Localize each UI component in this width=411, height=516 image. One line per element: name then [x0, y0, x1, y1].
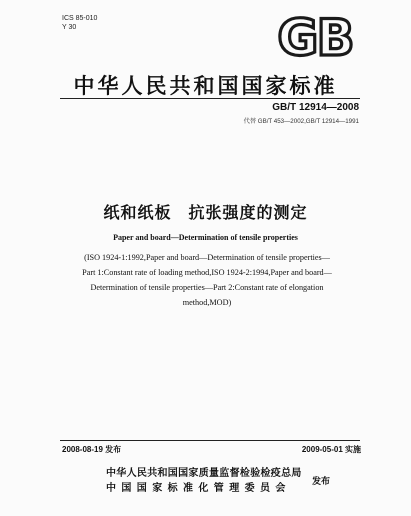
- bottom-divider: [60, 440, 360, 441]
- replaces-note: 代替 GB/T 453—2002,GB/T 12914—1991: [243, 118, 359, 125]
- title-english: Paper and board—Determination of tensile properties: [113, 233, 298, 242]
- issuing-authorities: [106, 466, 302, 496]
- ccs-code: Y 30: [62, 24, 77, 31]
- implementation-date: 2009-05-01 实施: [301, 445, 361, 454]
- title-chinese: 纸和纸板 抗张强度的测定: [103, 203, 308, 222]
- gb-logo: [272, 11, 358, 63]
- adoption-line: method,MOD): [182, 298, 232, 307]
- classification-codes: [62, 14, 97, 32]
- issue-date: 2008-08-19 发布: [62, 445, 122, 454]
- standard-code: GB/T 12914—2008: [272, 102, 359, 113]
- gb-logo-text: GB: [277, 11, 353, 63]
- adoption-line: Determination of tensile properties—Part 2:Constant rate of elongation: [90, 283, 324, 292]
- authority-aqsiq: 中华人民共和国国家质量监督检验检疫总局: [106, 468, 302, 479]
- standard-category-title: 中华人民共和国国家标准: [73, 74, 338, 98]
- adoption-line: Part 1:Constant rate of loading method,ISO 1924-2:1994,Paper and board—: [82, 268, 332, 277]
- ics-code: ICS 85-010: [62, 15, 98, 22]
- adoption-line: (ISO 1924-1:1992,Paper and board—Determination of tensile properties—: [84, 253, 330, 262]
- publish-label: 发布: [312, 477, 331, 487]
- adoption-statement: [66, 250, 348, 310]
- authority-sac: 中国国家标准化管理委员会: [106, 483, 291, 494]
- top-divider: [60, 98, 360, 99]
